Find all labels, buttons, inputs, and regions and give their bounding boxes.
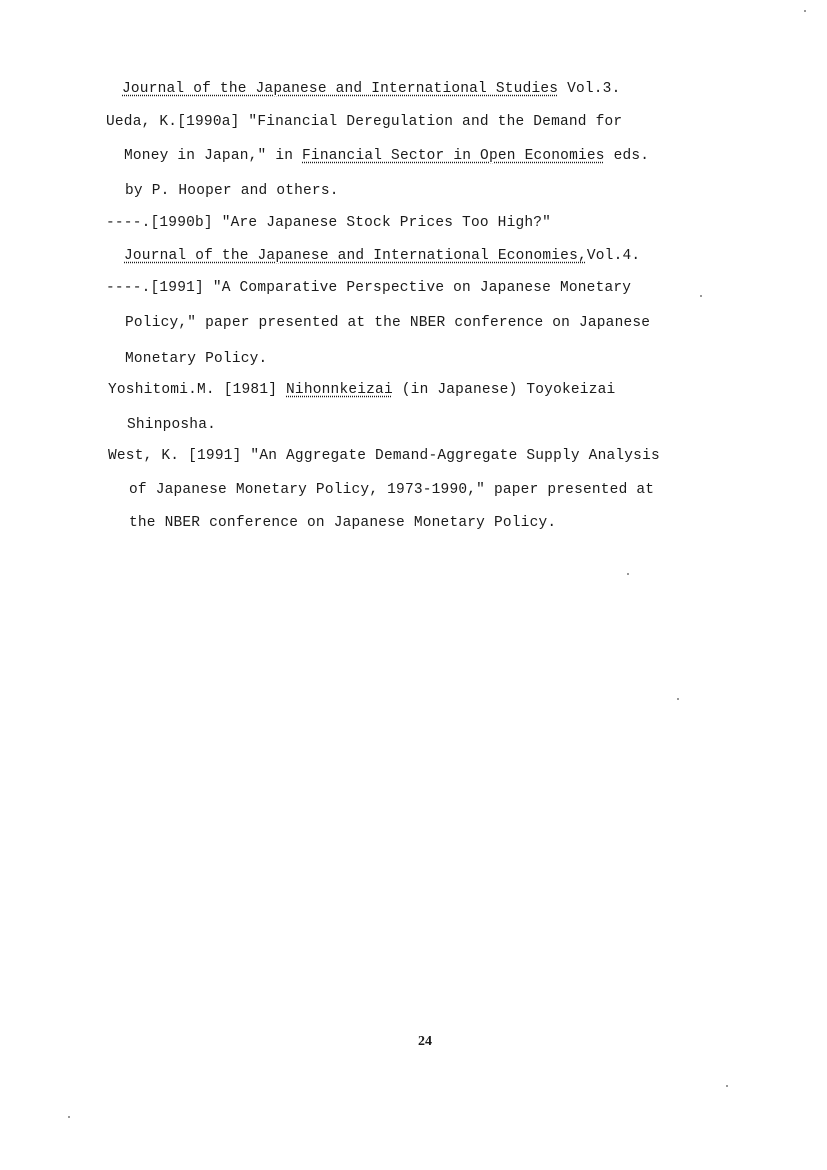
reference-text: Shinposha. (127, 417, 217, 433)
reference-line (122, 81, 620, 97)
reference-line (106, 280, 631, 296)
reference-text: the NBER conference on Japanese Monetary Policy. (129, 515, 557, 531)
journal-title: Journal of the Japanese and International Economies, (124, 248, 587, 264)
scan-speck (677, 698, 679, 700)
reference-line (124, 148, 649, 164)
reference-text: Yoshitomi.M. [1981] (108, 382, 287, 398)
scan-speck (804, 10, 806, 12)
reference-line (125, 315, 650, 331)
reference-text: Ueda, K.[1990a] "Financial Deregulation and the Demand for (106, 114, 623, 130)
scan-speck (68, 1116, 70, 1118)
scan-speck (700, 295, 702, 297)
reference-text: Monetary Policy. (125, 351, 268, 367)
reference-text: West, K. [1991] "An Aggregate Demand-Aggregate Supply Analysis (108, 448, 660, 464)
page-number: 24 (418, 1034, 432, 1049)
reference-text: by P. Hooper and others. (125, 183, 339, 199)
book-title: Financial Sector in Open Economies (302, 148, 605, 164)
reference-text: of Japanese Monetary Policy, 1973-1990," paper presented at (129, 482, 655, 498)
reference-line (129, 515, 556, 531)
reference-text: ----.[1991] "A Comparative Perspective on Japanese Monetary (106, 280, 632, 296)
reference-text: ----.[1990b] "Are Japanese Stock Prices Too High?" (106, 215, 552, 231)
reference-line (129, 482, 654, 498)
book-title: Nihonnkeizai (286, 382, 393, 398)
reference-text: (in Japanese) Toyokeizai (392, 382, 616, 398)
reference-text: Money in Japan," in (124, 148, 303, 164)
scan-speck (627, 573, 629, 575)
scan-speck (726, 1085, 728, 1087)
reference-line (106, 215, 551, 231)
reference-line (108, 448, 660, 464)
reference-line (108, 382, 615, 398)
reference-text: eds. (604, 148, 650, 164)
reference-text: Policy," paper presented at the NBER conference on Japanese (125, 315, 651, 331)
reference-text: Vol.4. (586, 248, 641, 264)
reference-line (127, 417, 216, 433)
reference-line (125, 351, 267, 367)
journal-title: Journal of the Japanese and International Studies (122, 81, 559, 97)
reference-line (106, 114, 622, 130)
reference-text: Vol.3. (558, 81, 621, 97)
reference-line (125, 183, 339, 199)
reference-line (124, 248, 640, 264)
